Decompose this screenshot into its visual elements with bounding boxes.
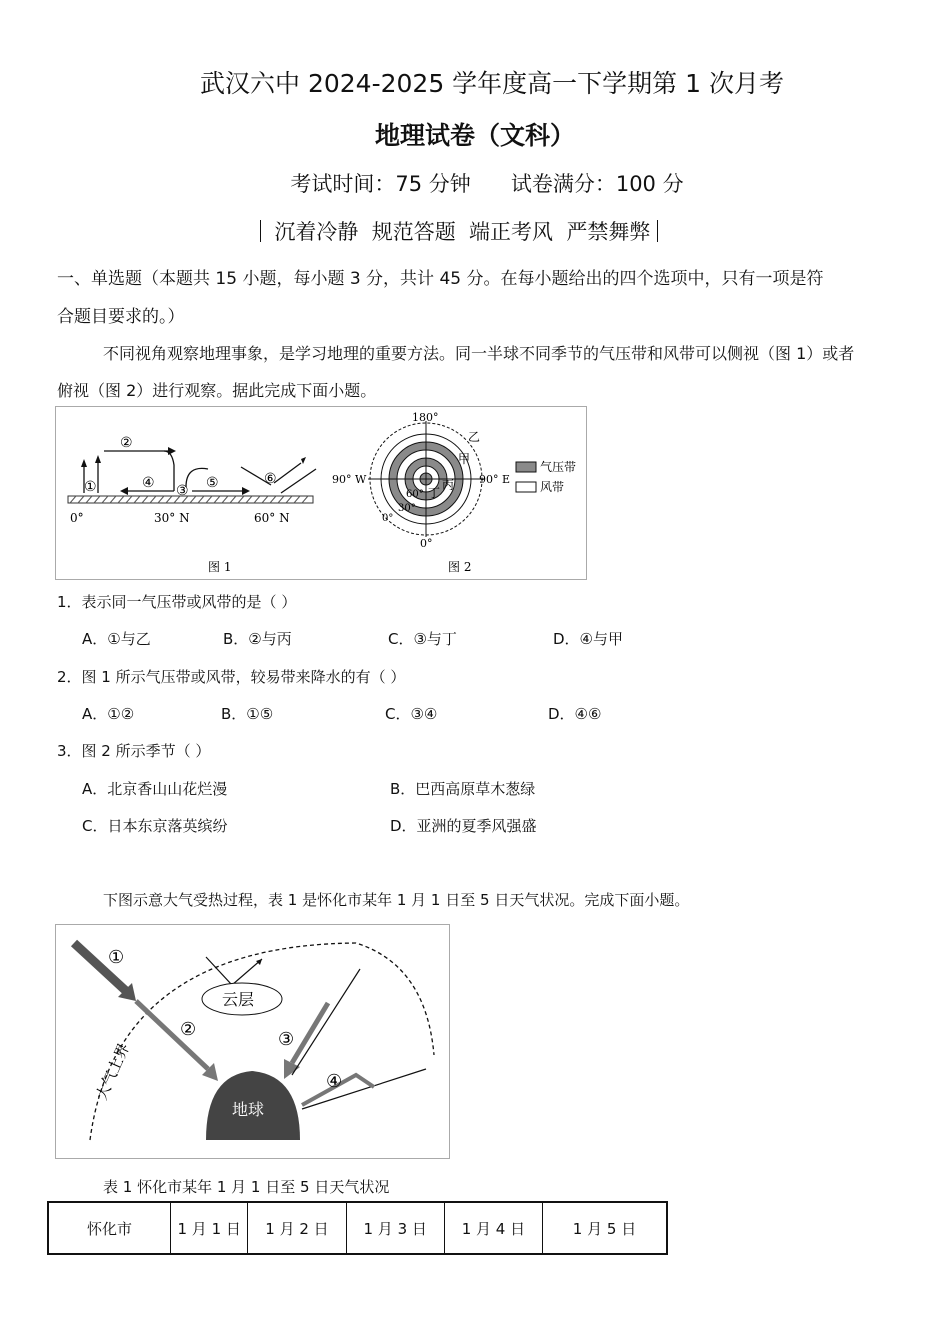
label-0lat: 0° <box>382 513 394 524</box>
label-c6: ⑥ <box>264 471 277 487</box>
caption-fig1: 图 1 <box>208 560 232 574</box>
lat-60: 60° N <box>254 511 290 525</box>
figure-atmo-svg <box>56 925 449 1158</box>
fig2-label-1: ① <box>108 947 125 968</box>
label-ding: 丁 <box>428 486 441 500</box>
label-60deg: 60° <box>406 489 424 500</box>
q1-stem: 1．表示同一气压带或风带的是（ ） <box>57 593 297 611</box>
label-0deg: 0° <box>420 537 433 550</box>
table-header-day3: 1 月 3 日 <box>346 1202 444 1254</box>
fig2-label-3: ③ <box>278 1029 295 1050</box>
q3-option-b[interactable]: B．巴西高原草木葱绿 <box>390 780 536 798</box>
legend-pressure: 气压带 <box>540 460 577 474</box>
q2-option-b[interactable]: B．①⑤ <box>221 705 274 723</box>
figure-pressure-wind-svg <box>56 407 586 579</box>
legend-wind: 风带 <box>540 480 565 494</box>
section-heading-line1: 一、单选题（本题共 15 小题，每小题 3 分，共计 45 分。在每小题给出的四个选项中，只有一项是符 <box>57 269 824 289</box>
q3-option-d[interactable]: D．亚洲的夏季风强盛 <box>390 817 537 835</box>
motto-text: 沉着冷静 规范答题 端正考风 严禁舞弊 <box>274 220 651 244</box>
cloud-label: 云层 <box>222 990 255 1009</box>
exam-subtitle: 地理试卷（文科） <box>374 121 575 150</box>
q2-stem: 2．图 1 所示气压带或风带，较易带来降水的有（ ） <box>57 668 406 686</box>
earth-label: 地球 <box>232 1100 265 1119</box>
table-header-day4: 1 月 4 日 <box>444 1202 542 1254</box>
lat-30: 30° N <box>154 511 190 525</box>
label-c3: ③ <box>176 483 189 499</box>
table-header-day1: 1 月 1 日 <box>170 1202 247 1254</box>
label-bing: 丙 <box>442 478 455 492</box>
table-row <box>48 1202 667 1254</box>
q2-option-a[interactable]: A．①② <box>82 705 135 723</box>
label-90e: 90° E <box>479 473 511 486</box>
label-30deg: 30° <box>398 503 416 514</box>
label-c5: ⑤ <box>206 475 219 491</box>
figure-atmospheric-heating <box>55 924 450 1159</box>
motto-right-bar <box>657 220 658 242</box>
exam-motto <box>260 216 658 246</box>
intro-line2: 俯视（图 2）进行观察。据此完成下面小题。 <box>57 381 377 400</box>
weather-table <box>47 1201 668 1255</box>
q1-option-c[interactable]: C．③与丁 <box>388 630 457 648</box>
lat-0: 0° <box>70 511 84 525</box>
legend-wind-swatch <box>516 482 536 492</box>
boundary-label: 大气上界 <box>92 1040 134 1103</box>
q2-option-d[interactable]: D．④⑥ <box>548 705 602 723</box>
label-yi: 乙 <box>468 430 481 444</box>
q3-option-a[interactable]: A．北京香山山花烂漫 <box>82 780 228 798</box>
q1-option-a[interactable]: A．①与乙 <box>82 630 151 648</box>
fig2-label-2: ② <box>180 1019 197 1040</box>
q2-option-c[interactable]: C．③④ <box>385 705 438 723</box>
label-c2: ② <box>120 435 133 451</box>
exam-title: 武汉六中 2024-2025 学年度高一下学期第 1 次月考 <box>200 69 784 98</box>
label-180: 180° <box>412 411 439 424</box>
motto-left-bar <box>260 220 261 242</box>
q1-option-d[interactable]: D．④与甲 <box>553 630 623 648</box>
exam-info: 考试时间：75 分钟 试卷满分：100 分 <box>290 172 684 196</box>
table-header-day2: 1 月 2 日 <box>248 1202 346 1254</box>
label-90w: 90° W <box>332 473 367 486</box>
caption-fig2: 图 2 <box>448 560 472 574</box>
q3-option-c[interactable]: C．日本东京落英缤纷 <box>82 817 228 835</box>
fig2-label-4: ④ <box>326 1071 343 1092</box>
intro-atmosphere: 下图示意大气受热过程，表 1 是怀化市某年 1 月 1 日至 5 日天气状况。完成下面小题。 <box>103 891 690 909</box>
label-c1: ① <box>84 479 97 495</box>
table1-caption: 表 1 怀化市某年 1 月 1 日至 5 日天气状况 <box>103 1178 390 1196</box>
table-header-city: 怀化市 <box>48 1202 170 1254</box>
legend-pressure-swatch <box>516 462 536 472</box>
intro-line1: 不同视角观察地理事象，是学习地理的重要方法。同一半球不同季节的气压带和风带可以侧视（图 1）或者 <box>103 344 855 363</box>
q3-stem: 3．图 2 所示季节（ ） <box>57 742 211 760</box>
table-header-day5: 1 月 5 日 <box>543 1202 668 1254</box>
figure-pressure-wind-bands <box>55 406 587 580</box>
section-heading-line2: 合题目要求的。） <box>57 307 185 327</box>
q1-option-b[interactable]: B．②与丙 <box>223 630 292 648</box>
label-c4: ④ <box>142 475 155 491</box>
label-jia: 甲 <box>458 452 471 466</box>
